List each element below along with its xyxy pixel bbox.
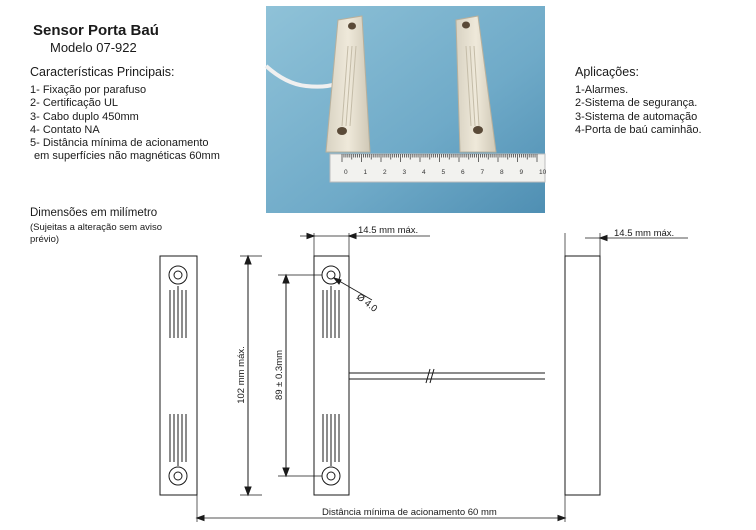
product-model: Modelo 07-922 (50, 40, 137, 55)
ruler-number: 5 (441, 169, 446, 176)
features-heading: Características Principais: (30, 65, 175, 79)
ruler-number: 0 (344, 169, 348, 176)
list-item: 3-Sistema de automação (575, 110, 698, 123)
magnet-body (565, 256, 600, 495)
hole-spacing-label: 89 ± 0.3mm (274, 349, 285, 401)
ruler-number: 10 (539, 169, 547, 176)
applications-heading: Aplicações: (575, 65, 639, 79)
list-item: 1- Fixação por parafuso (30, 84, 147, 96)
hole-diameter-label: Ø 4.0 (354, 291, 380, 315)
ruler-number: 7 (480, 169, 485, 176)
ruler-number: 4 (422, 169, 426, 176)
list-item: em superfícies não magnéticas 60mm (34, 150, 220, 163)
ruler-number: 1 (363, 169, 368, 176)
product-title: Sensor Porta Baú (33, 22, 159, 39)
ruler-number: 3 (402, 169, 407, 176)
sensor-side-view (314, 256, 545, 495)
list-item: 1-Alarmes. (575, 84, 629, 96)
width-max-label-2: 14.5 mm máx. (614, 228, 675, 239)
list-item: 3- Cabo duplo 450mm (30, 110, 139, 123)
list-item: 4-Porta de baú caminhão. (575, 123, 702, 136)
length-max-label: 102 mm máx. (236, 346, 247, 404)
list-item: 2-Sistema de segurança. (575, 97, 698, 110)
ruler-number: 8 (500, 169, 504, 176)
ruler-number: 2 (383, 169, 387, 176)
min-distance-label: Distância mínima de acionamento 60 mm (322, 507, 497, 518)
list-item: 5- Distância mínima de acionamento (30, 137, 209, 150)
width-max-label-1: 14.5 mm máx. (358, 225, 419, 236)
dimensions-title: Dimensões em milímetro (30, 207, 158, 219)
dimensions-note: (Sujeitas a alteração sem aviso prévio) (30, 222, 163, 245)
list-item: 2- Certificação UL (30, 97, 119, 110)
sensor-front-view (160, 256, 197, 495)
list-item: 4- Contato NA (30, 123, 100, 136)
ruler-number: 6 (461, 169, 465, 176)
ruler-number: 9 (519, 169, 524, 176)
